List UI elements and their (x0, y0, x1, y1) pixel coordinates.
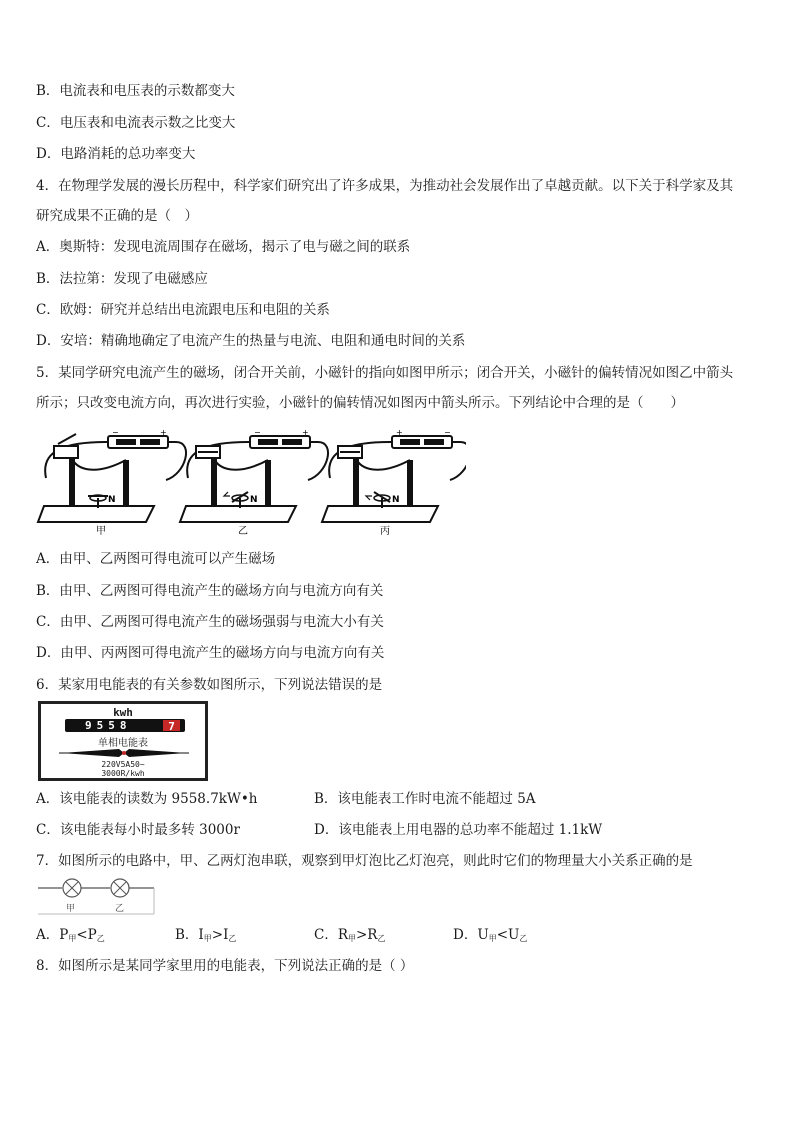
q8-stem: 8．如图所示是某同学家里用的电能表，下列说法正确的是（ ） (36, 958, 414, 974)
q4-stem-line2: 研究成果不正确的是（ ） (36, 208, 198, 224)
label-bing: 丙 (380, 526, 390, 537)
meter-unit: kwh (113, 706, 133, 719)
meter-name: 单相电能表 (98, 738, 148, 749)
svg-text:−: − (254, 430, 261, 437)
q7-option-b: B．$I_甲>I_乙$ (175, 927, 237, 943)
q7-stem: 7．如图所示的电路中，甲、乙两灯泡串联，观察到甲灯泡比乙灯泡亮，则此时它们的物理量大小关系正确的是 (36, 853, 693, 869)
svg-text:+: + (302, 430, 309, 437)
q5-stem-line2: 所示；只改变电流方向，再次进行实验，小磁针的偏转情况如图丙中箭头所示。下列结论中合理的是（ ） (36, 395, 684, 411)
lamp-jia-label: 甲 (66, 904, 76, 914)
q4-option-d: D．安培：精确地确定了电流产生的热量与电流、电阻和通电时间的关系 (36, 333, 466, 349)
q6-option-b: B．该电能表工作时电流不能超过 5A (314, 791, 536, 807)
q4-option-c: C．欧姆：研究并总结出电流跟电压和电阻的关系 (36, 302, 330, 318)
svg-text:N: N (392, 495, 400, 505)
q4-option-b: B．法拉第：发现了电磁感应 (36, 271, 208, 287)
label-yi: 乙 (238, 526, 248, 537)
meter-spec-line2: 3000R/kwh (101, 769, 145, 778)
q5-option-c: C．由甲、乙两图可得电流产生的磁场强弱与电流大小有关 (36, 614, 384, 630)
meter-digits: 9558 (85, 719, 132, 732)
q3-option-c: C．电压表和电流表示数之比变大 (36, 115, 236, 131)
svg-text:N: N (250, 495, 258, 505)
q3-option-d: D．电路消耗的总功率变大 (36, 146, 196, 162)
q4-option-a: A．奥斯特：发现电流周围存在磁场，揭示了电与磁之间的联系 (36, 239, 411, 255)
label-jia: 甲 (96, 526, 106, 537)
setup-jia (38, 430, 186, 537)
q5-stem-line1: 5．某同学研究电流产生的磁场，闭合开关前，小磁针的指向如图甲所示；闭合开关，小磁针的偏转情况如图乙中箭头 (36, 365, 734, 381)
meter-decimal-digit: 7 (162, 719, 181, 732)
q5-option-a: A．由甲、乙两图可得电流可以产生磁场 (36, 551, 276, 567)
q6-option-c: C．该电能表每小时最多转 3000r (36, 822, 240, 838)
setup-yi (180, 430, 328, 537)
q4-stem-line1: 4．在物理学发展的漫长历程中，科学家们研究出了许多成果，为推动社会发展作出了卓越贡献。以下关于科学家及其 (36, 178, 734, 194)
q7-option-c: C．$R_甲>R_乙$ (314, 927, 386, 943)
q3-option-b: B．电流表和电压表的示数都变大 (36, 83, 235, 99)
setup-bing (322, 430, 466, 537)
q5-option-d: D．由甲、丙两图可得电流产生的磁场方向与电流方向有关 (36, 645, 385, 661)
q7-series-lamps-figure (38, 876, 156, 916)
q6-option-d: D．该电能表上用电器的总功率不能超过 1.1kW (314, 822, 603, 838)
q6-stem: 6．某家用电能表的有关参数如图所示，下列说法错误的是 (36, 677, 383, 693)
q6-option-a: A．该电能表的读数为 9558.7kW•h (36, 791, 258, 807)
q5-option-b: B．由甲、乙两图可得电流产生的磁场方向与电流方向有关 (36, 583, 384, 599)
q7-option-d: D．$U_甲<U_乙$ (453, 927, 528, 943)
q7-option-a: A．$P_甲<P_乙$ (36, 927, 105, 943)
svg-text:−: − (112, 430, 119, 437)
svg-text:N: N (108, 495, 116, 505)
meter-disc-icon (59, 748, 189, 758)
q5-circuit-figure (36, 430, 466, 540)
electric-meter-figure (38, 701, 208, 781)
svg-text:−: − (444, 430, 451, 437)
svg-text:+: + (396, 430, 403, 437)
svg-text:+: + (160, 430, 167, 437)
meter-spec-line1: 220V5A50~ (101, 760, 145, 769)
lamp-yi-label: 乙 (115, 904, 125, 914)
